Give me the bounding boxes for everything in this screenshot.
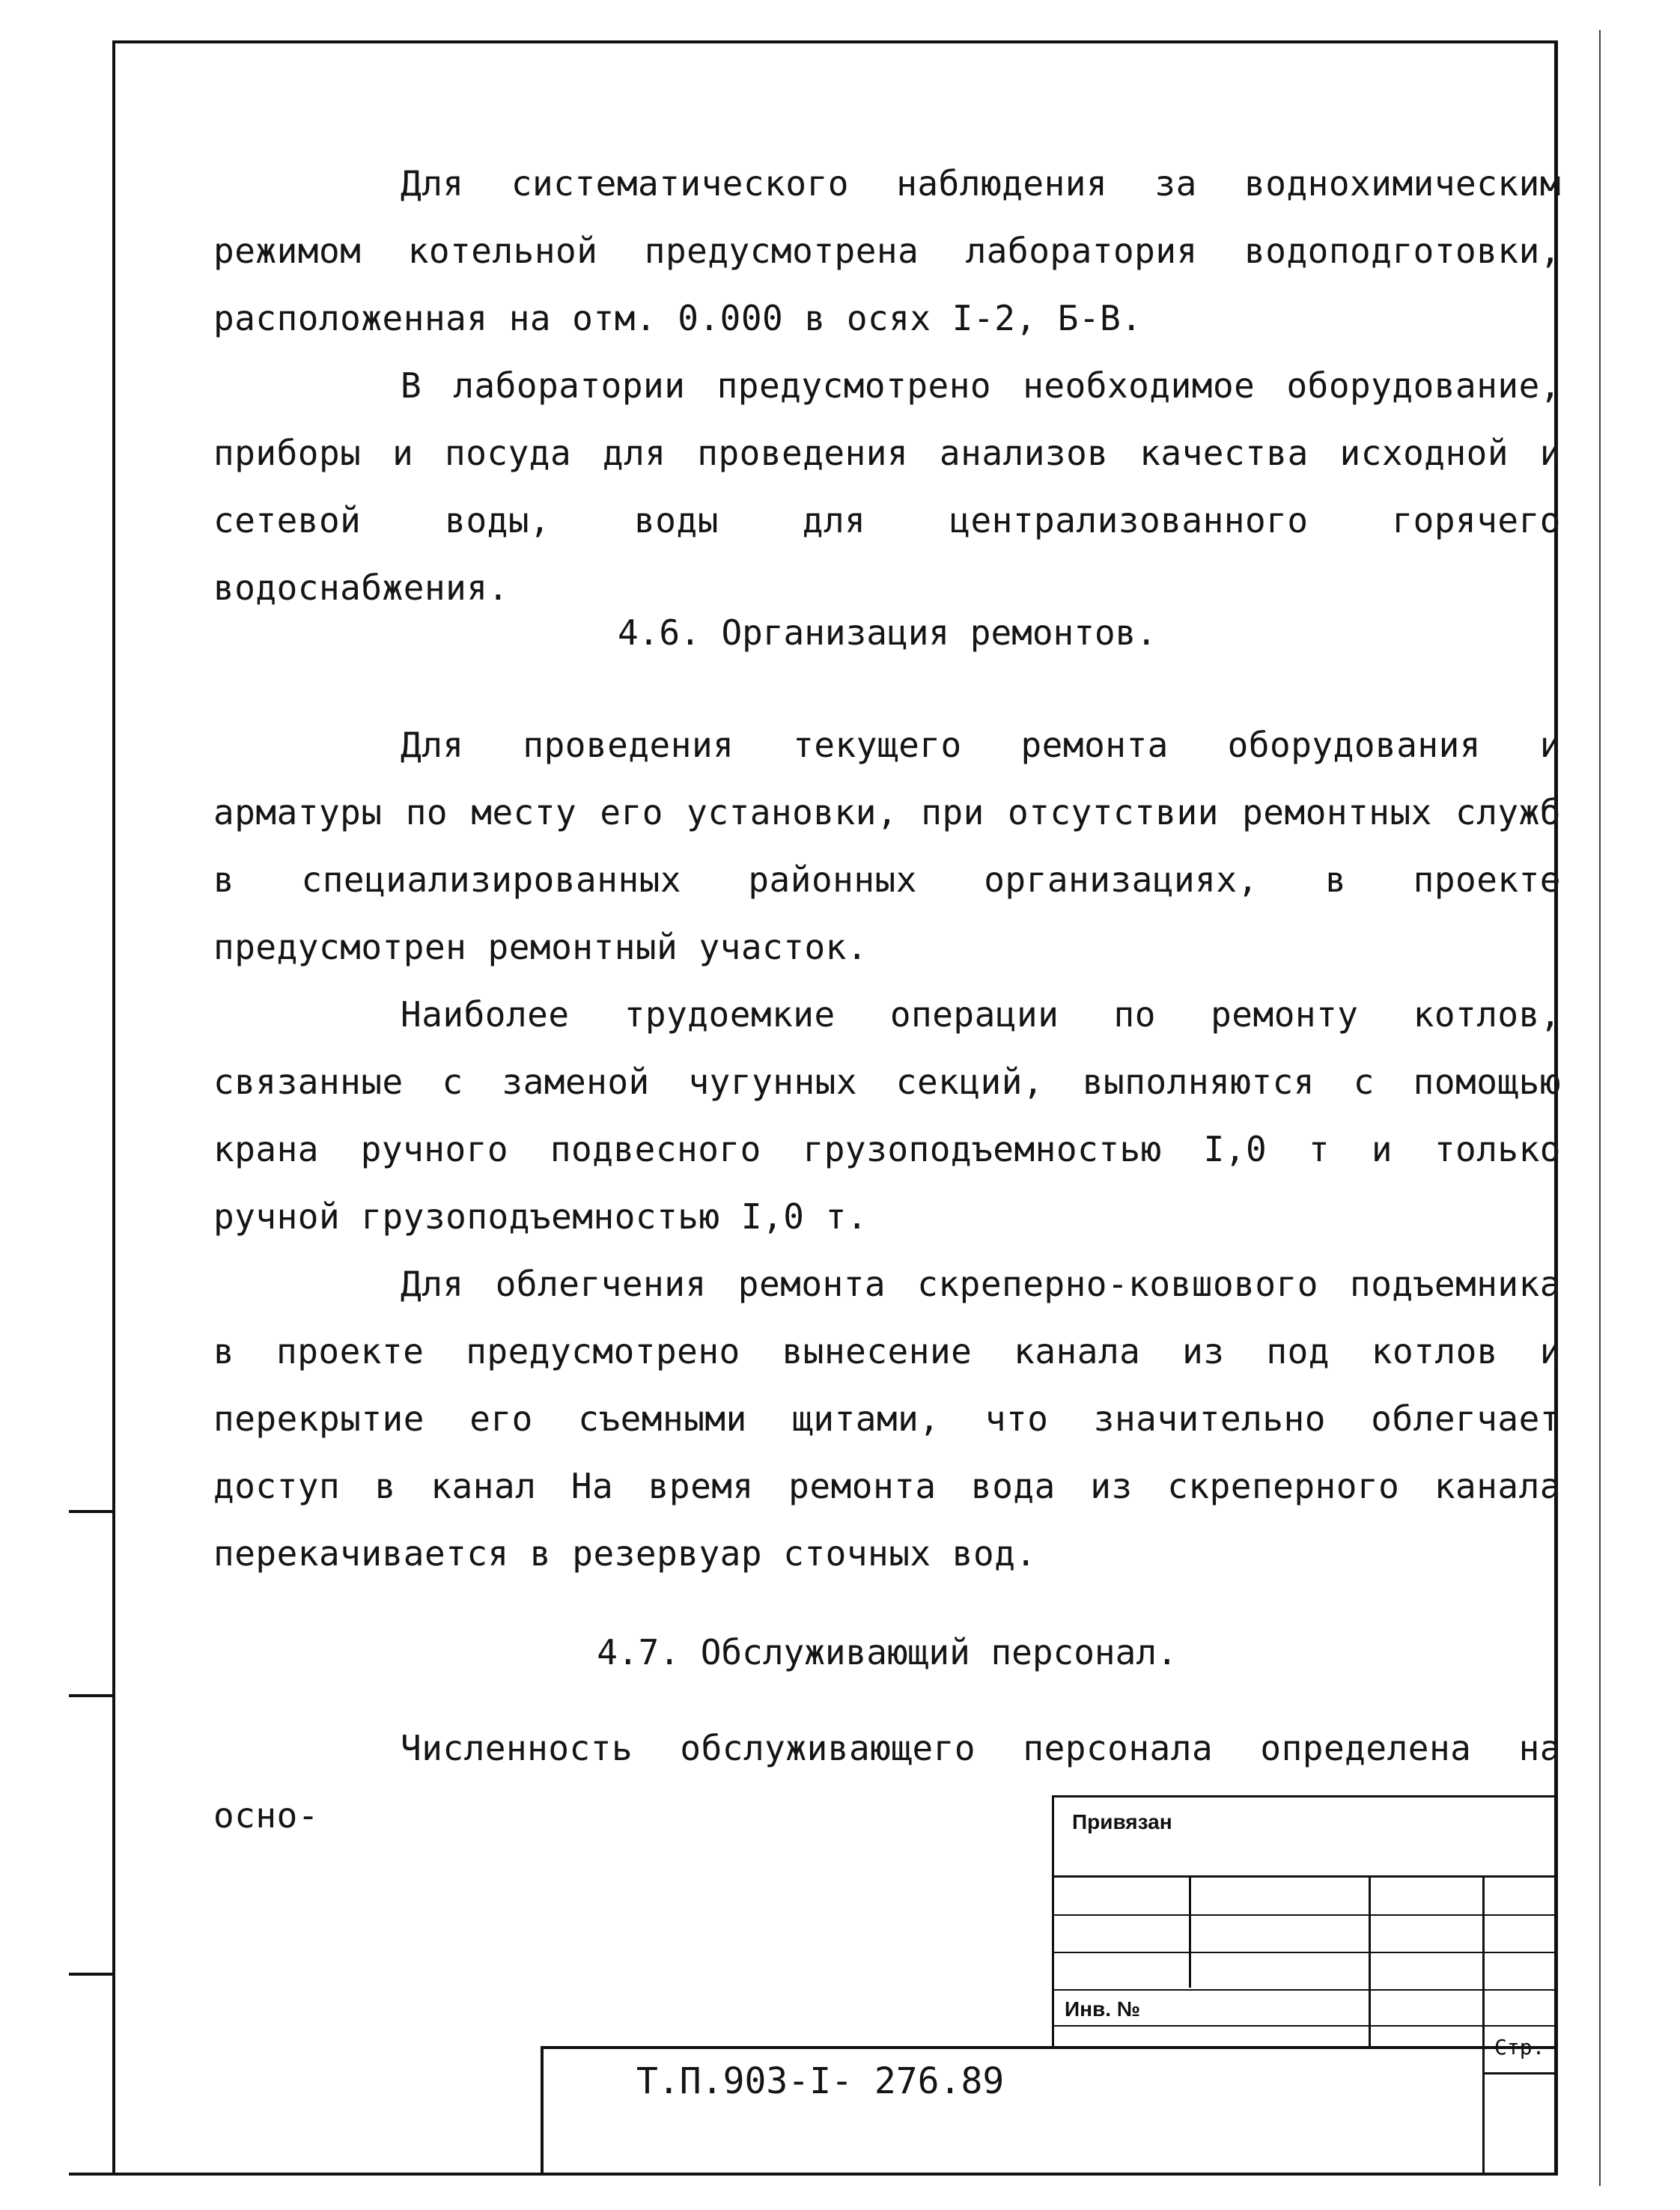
paragraph: Наиболее трудоемкие операции по ремонту котлов, связанные с заменой чугунных секций, выполняются с помощью крана ручного подвесного грузоподъемностью I,0 т и только ручной грузоподъемностью I,0 т. (213, 994, 1561, 1237)
stamp-line (1052, 1795, 1054, 2048)
body-text (213, 150, 1561, 621)
stamp-line (1369, 1875, 1371, 2048)
stamp-line (1052, 1875, 1557, 1878)
frame-outer-right-line (1599, 30, 1601, 2186)
margin-tick (69, 1973, 115, 1976)
code-box-line (541, 2046, 1557, 2049)
document-code: Т.П.903-I- 276.89 (636, 2060, 1005, 2102)
code-box-line (1482, 2072, 1557, 2074)
body-text (213, 1714, 1561, 1849)
paragraph: Для проведения текущего ремонта оборудования и арматуры по месту его установки, при отсутствии ремонтных служб в специализированных районных организациях, в проекте предусмотрен ремонтный участок. (213, 725, 1561, 967)
frame-top-border (112, 40, 1557, 43)
section-heading-4-6: 4.6. Организация ремонтов. (617, 612, 1157, 653)
margin-tick (69, 1694, 115, 1697)
code-box-line (541, 2046, 544, 2173)
stamp-line (1052, 1952, 1557, 1953)
section-heading-4-7: 4.7. Обслуживающий персонал. (597, 1632, 1178, 1672)
stamp-line (1052, 1795, 1557, 1797)
paragraph: Для облегчения ремонта скреперно-ковшового подъемника в проекте предусмотрено вынесение канала из под котлов и перекрытие его съемными щитами, что значительно облегчает доступ в канал На время ремонта вода из скреперного канала перекачивается в резервуар сточных вод. (213, 1264, 1561, 1574)
frame-left-border (112, 40, 115, 2176)
margin-tick (69, 1510, 115, 1513)
stamp-line (1052, 1914, 1557, 1916)
stamp-line (1052, 1989, 1557, 1991)
body-text (213, 711, 1561, 1587)
code-box-line (1482, 2025, 1485, 2173)
frame-bottom-border (69, 2173, 1557, 2176)
stamp-line (1052, 2025, 1557, 2027)
stamp-line (1189, 1875, 1191, 1988)
stamp-line (1482, 1875, 1485, 2048)
paragraph: Для систематического наблюдения за воднохимическим режимом котельной предусмотрена лаборатория водоподготовки, расположенная на отм. 0.000 в осях I-2, Б-В. (213, 163, 1561, 338)
stamp-privyazan-label: Привязан (1072, 1810, 1172, 1833)
stamp-inventory-label: Инв. № (1065, 1997, 1141, 2021)
page-number-label: Стр. (1494, 2035, 1545, 2060)
paragraph: Численность обслуживающего персонала определена на осно- (213, 1728, 1561, 1836)
paragraph: В лаборатории предусмотрено необходимое оборудование, приборы и посуда для проведения анализов качества исходной и сетевой воды, воды для централизованного горячего водоснабжения. (213, 365, 1561, 608)
